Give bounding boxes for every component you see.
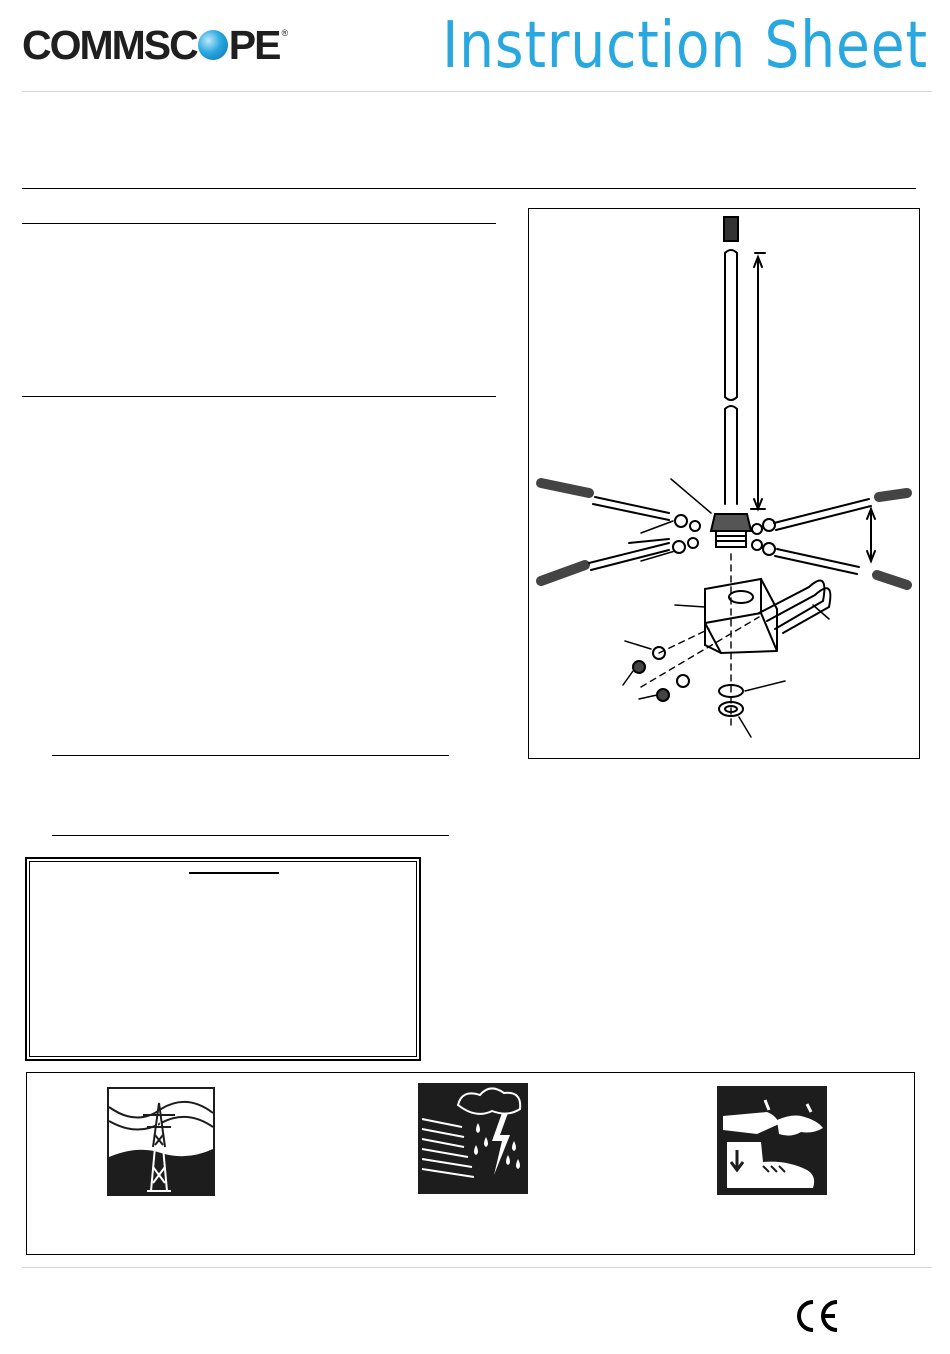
footer-divider	[22, 1267, 932, 1268]
registered-mark: ®	[281, 28, 289, 38]
gloves-and-boots-ppe-icon	[717, 1086, 827, 1195]
ce-certification-icon	[791, 1296, 839, 1336]
power-line-tower-icon	[107, 1087, 215, 1196]
warning-heading-rule	[189, 872, 279, 874]
brand-text-part1: COMMSC	[22, 22, 197, 68]
warning-box	[25, 857, 421, 1061]
brand-text-part2: PE	[228, 22, 280, 68]
antenna-exploded-view-icon	[529, 209, 919, 758]
globe-icon	[198, 30, 228, 60]
section-rule-1	[22, 223, 496, 224]
antenna-assembly-diagram	[528, 208, 920, 759]
warning-box-inner	[29, 861, 417, 1057]
section-rule-3	[52, 755, 449, 756]
section-rule-2	[22, 396, 496, 397]
ce-mark	[791, 1296, 839, 1336]
header-divider	[22, 91, 932, 92]
page-title: Instruction Sheet	[442, 9, 928, 83]
commscope-logo	[22, 22, 312, 68]
section-rule-4	[52, 835, 449, 836]
storm-lightning-icon	[418, 1083, 528, 1194]
title-rule	[22, 188, 916, 189]
